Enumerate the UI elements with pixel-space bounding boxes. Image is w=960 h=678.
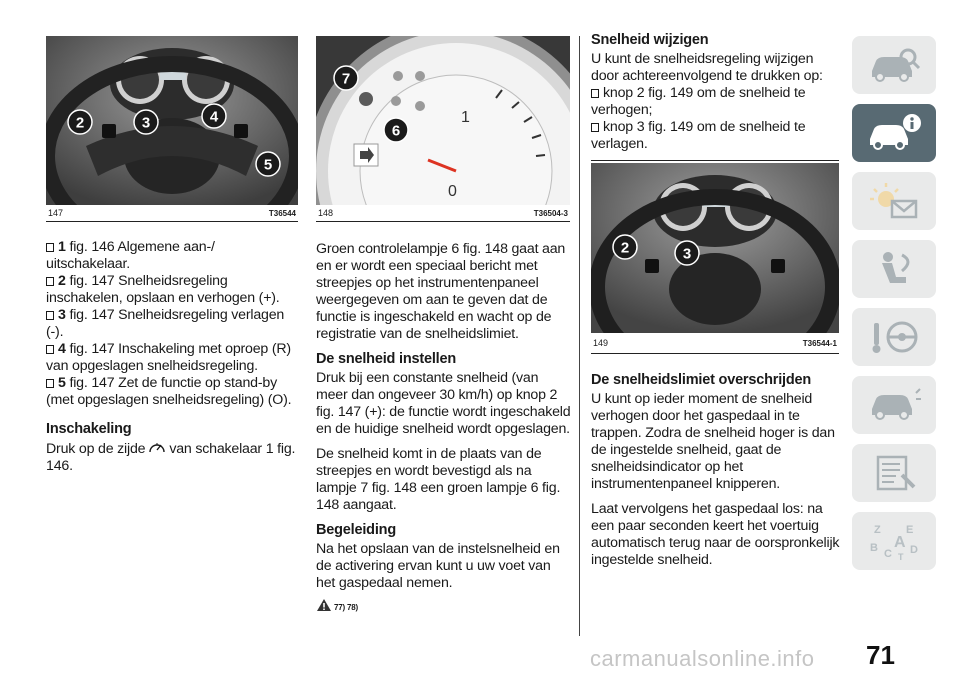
list-item: 4 fig. 147 Inschakeling met oproep (R) van opgeslagen snelheidsregeling. xyxy=(46,341,291,374)
paragraph: De snelheid komt in de plaats van de streepjes en wordt bevestigd als na lampje 7 fig. 148 een groen lampje 6 fig. 148 aangaat. xyxy=(316,446,561,513)
paragraph: Druk op de zijde van schakelaar 1 fig. 146. xyxy=(46,441,296,474)
callout-4: 4 xyxy=(209,108,219,126)
column-3-text-top xyxy=(591,32,843,153)
warning-reference: 77) 78) xyxy=(316,598,572,616)
figure-rule xyxy=(46,221,298,222)
figure-148-caption xyxy=(318,208,568,218)
chapter-tabs xyxy=(852,36,936,580)
chapter-tab[interactable] xyxy=(852,240,936,298)
speedometer-symbol-icon xyxy=(147,440,167,454)
figure-149-image xyxy=(591,163,839,333)
callout-6: 6 xyxy=(391,122,401,140)
figure-number: 147 xyxy=(48,208,64,218)
chapter-tab[interactable] xyxy=(852,36,936,94)
square-bullet-icon xyxy=(591,89,599,98)
instrument-panel-illustration xyxy=(316,36,570,205)
square-bullet-icon xyxy=(46,379,54,388)
dial-digit: 1 xyxy=(461,109,470,126)
svg-text:T: T xyxy=(898,552,904,561)
figure-rule xyxy=(591,353,839,354)
column-3-text-bottom xyxy=(591,372,843,577)
paragraph: U kunt op ieder moment de snelheid verhogen door het gaspedaal in te trappen. Zodra de snelheid hoger is dan de ingestelde snelheid, gaat de snelheidsindicator op het instrumentenpaneel knipperen. xyxy=(591,391,835,492)
list-item: knop 3 fig. 149 om de snelheid te verlagen. xyxy=(591,119,806,152)
figure-149-caption xyxy=(593,338,837,348)
svg-text:E: E xyxy=(906,524,914,536)
svg-text:C: C xyxy=(884,548,892,560)
paragraph: U kunt de snelheidsregeling wijzigen door achtereenvolgend te drukken op: xyxy=(591,51,823,84)
column-2-text xyxy=(316,241,572,616)
seat-airbag-icon xyxy=(866,249,922,289)
figure-148-image xyxy=(316,36,570,205)
section-heading: De snelheid instellen xyxy=(316,351,457,367)
chapter-tab[interactable] xyxy=(852,512,936,570)
list-item: knop 2 fig. 149 om de snelheid te verhogen; xyxy=(591,85,806,118)
paragraph: Laat vervolgens het gaspedaal los: na een paar seconden keert het voertuig automatisch terug naar de oorspronkelijk ingestelde snelheid. xyxy=(591,501,840,568)
svg-text:D: D xyxy=(910,544,918,556)
chapter-tab[interactable] xyxy=(852,444,936,502)
chapter-tab-active[interactable] xyxy=(852,104,936,162)
column-divider xyxy=(579,36,580,636)
figure-code: T36544-1 xyxy=(802,339,837,348)
section-heading: Inschakeling xyxy=(46,421,132,437)
svg-text:B: B xyxy=(870,542,878,554)
square-bullet-icon xyxy=(591,123,599,132)
callout-2: 2 xyxy=(620,239,630,257)
chapter-tab[interactable] xyxy=(852,172,936,230)
steering-wheel-illustration xyxy=(591,163,839,333)
figure-147-caption xyxy=(48,208,296,218)
chapter-tab[interactable] xyxy=(852,308,936,366)
dial-digit: 0 xyxy=(448,183,457,200)
section-heading: De snelheidslimiet overschrijden xyxy=(591,372,812,388)
callout-5: 5 xyxy=(263,156,273,174)
figure-rule xyxy=(316,221,570,222)
alphabet-index-icon xyxy=(866,521,922,561)
light-signal-icon xyxy=(866,181,922,221)
square-bullet-icon xyxy=(46,345,54,354)
figure-number: 148 xyxy=(318,208,334,218)
callout-7: 7 xyxy=(341,70,351,88)
callout-3: 3 xyxy=(682,245,692,263)
figure-number: 149 xyxy=(593,338,609,348)
svg-text:Z: Z xyxy=(874,524,881,536)
list-item: 5 fig. 147 Zet de functie op stand-by (met opgeslagen snelheidsregeling) (O). xyxy=(46,375,292,408)
list-item: 1 fig. 146 Algemene aan-/ uitschakelaar. xyxy=(46,239,215,272)
square-bullet-icon xyxy=(46,243,54,252)
list-item: 2 fig. 147 Snelheidsregeling inschakelen, opslaan en verhogen (+). xyxy=(46,273,280,306)
car-emergency-icon xyxy=(866,385,922,425)
service-list-icon xyxy=(866,453,922,493)
callout-2: 2 xyxy=(75,114,85,132)
figure-147-image xyxy=(46,36,298,205)
steering-wheel-illustration xyxy=(46,36,298,205)
square-bullet-icon xyxy=(46,311,54,320)
car-search-icon xyxy=(866,45,922,85)
section-heading: Snelheid wijzigen xyxy=(591,32,709,48)
section-heading: Begeleiding xyxy=(316,522,396,538)
square-bullet-icon xyxy=(46,277,54,286)
warning-triangle-icon xyxy=(316,598,332,612)
callout-3: 3 xyxy=(141,114,151,132)
car-info-icon xyxy=(866,113,922,153)
steering-key-icon xyxy=(866,317,922,357)
paragraph: Groen controlelampje 6 fig. 148 gaat aan en er wordt een speciaal bericht met streepjes op het instrumentenpaneel weergegeven om aan te geven dat de functie is ingeschakeld en wacht op de registratie van de snelheidslimiet. xyxy=(316,241,566,342)
column-1-text xyxy=(46,239,300,483)
paragraph: Na het opslaan van de instelsnelheid en de activering ervan kunt u uw voet van het gaspedaal nemen. xyxy=(316,541,560,591)
paragraph: Druk bij een constante snelheid (van meer dan ongeveer 30 km/h) op knop 2 fig. 147 (+): de functie wordt ingeschakeld en de huidige snelheid wordt opgeslagen. xyxy=(316,370,571,437)
chapter-tab[interactable] xyxy=(852,376,936,434)
list-item: 3 fig. 147 Snelheidsregeling verlagen (-). xyxy=(46,307,285,340)
figure-code: T36504-3 xyxy=(533,209,568,218)
watermark: carmanualsonline.info xyxy=(590,646,815,671)
figure-rule xyxy=(591,160,839,161)
svg-text:A: A xyxy=(894,534,906,551)
figure-code: T36544 xyxy=(268,209,296,218)
page-number: 71 xyxy=(866,640,895,670)
